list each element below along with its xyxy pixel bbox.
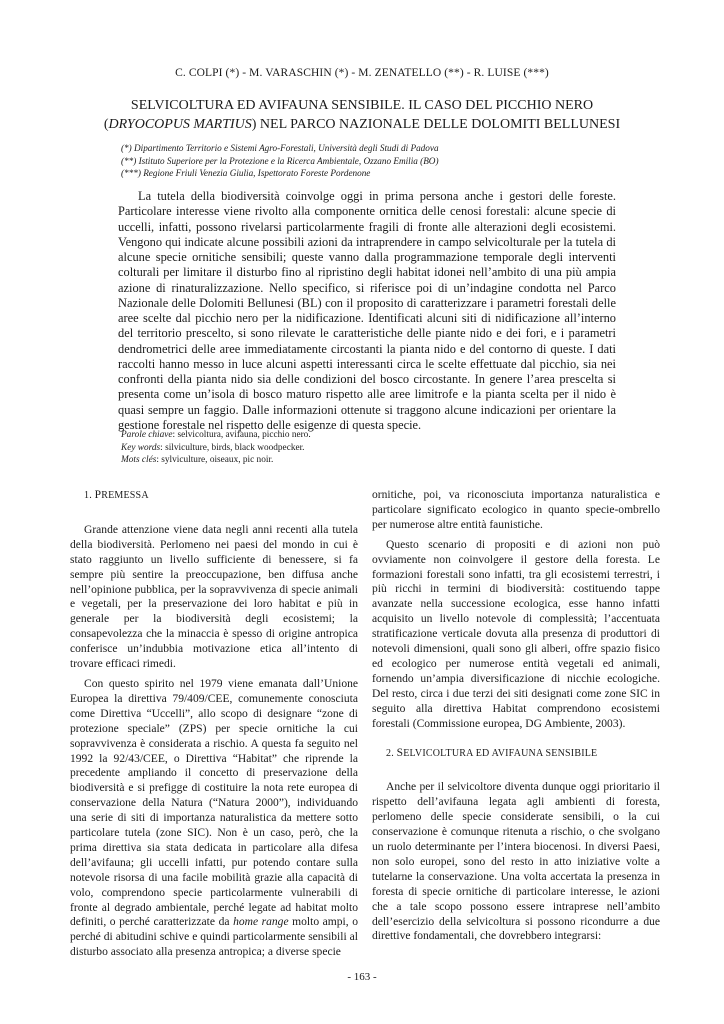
- keywords-en: [121, 442, 601, 455]
- section-2-initial: S: [396, 746, 404, 759]
- keywords-en-label: Key words: [121, 442, 161, 453]
- keywords-it-text: : selvicoltura, avifauna, picchio nero.: [172, 430, 311, 440]
- section-1-initial: P: [94, 489, 102, 501]
- title-line-2: [60, 115, 664, 134]
- left-column: [70, 488, 358, 960]
- section-2-rest: ELVICOLTURA ED AVIFAUNA SENSIBILE: [403, 747, 598, 759]
- paragraph-forest-manager: Questo scenario di propositi e di azioni non può ovviamente non coinvolgere il gestore della foresta. Le formazioni forestali sono infatti, tra gli ecosistemi terrestri, i più ricchi in termini di biodiversità: costituendo tappe avanzate nella successione ecologica, esse hanno infatti acquisito un livello notevole di complessità; l’accentuata stratificazione verticale dovuta alla presenza di produttori di notevoli dimensioni, quali sono gli alberi, offre spazio fisico ed ecologico per numerose entità vegetali ed animali, fornendo un’ampia diversificazione di nicchie ecologiche. Del resto, circa i due terzi dei siti designati come zone SIC in seguito alla direttiva Habitat comprendono ecosistemi forestali (Commissione europea, DG Ambiente, 2003).: [372, 538, 660, 730]
- keywords-it: [121, 429, 601, 442]
- affiliation-1: (*) Dipartimento Territorio e Sistemi Agro-Forestali, Università degli Studi di Padova: [121, 143, 439, 153]
- section-1-heading: [70, 488, 358, 504]
- keywords-fr-label: Mots clés: [121, 455, 157, 465]
- species-name: DRYOCOPUS MARTIUS: [108, 117, 252, 132]
- keywords-block: [121, 429, 601, 467]
- affiliation-3: (***) Regione Friuli Venezia Giulia, Ispettorato Foreste Pordenone: [121, 168, 371, 179]
- paragraph-directives-a: Con questo spirito nel 1979 viene emanata dall’Unione Europea la direttiva 79/409/CEE, comunemente conosciuta come Direttiva “Uccelli”, allo scopo di designare “zone di protezione speciale” (ZPS) per specie ornitiche la cui sopravvivenza è considerata a rischio. A questa fa seguito nel 1992 la 92/43/CEE, o Direttiva “Habitat” che riprende la precedente ampliando il concetto di preservazione della biodiversità e si prefigge di costituire la nota rete europea di conservazione della Natura (“Natura 2000”), individuando una serie di siti di importanza naturalistica da mettere sotto particolare tutela (zone SIC). Non è un caso, però, che la prima direttiva sia stata dedicata in particolare alla difesa dell’avifauna; gli uccelli infatti, pur potendo contare sulla notevole risorsa di una facile mobilità grazie alla capacità di volo, comprendono specie particolarmente vulnerabili di fronte al degrado ambientale, perché legate ad habitat molto definiti, o perché caratterizzate da: [70, 677, 358, 929]
- paragraph-continued: ornitiche, poi, va riconosciuta importanza naturalistica e particolare significato ecologico in quanto specie-ombrello per numerose altre entità faunistiche.: [372, 489, 660, 531]
- author-list: C. COLPI (*) - M. VARASCHIN (*) - M. ZENATELLO (**) - R. LUISE (***): [175, 67, 549, 79]
- affiliation-2: (**) Istituto Superiore per la Protezione e la Ricerca Ambientale, Ozzano Emilia (BO): [121, 155, 439, 166]
- abstract: La tutela della biodiversità coinvolge oggi in prima persona anche i gestori delle foreste. Particolare interesse viene rivolto alla componente ornitica delle cenosi forestali: alcune specie di uccelli, infatti, possono rivelarsi particolarmente fragili di fronte alle alterazioni degli ecosistemi. Vengono qui indicate alcune possibili azioni da intraprendere in campo selvicolturale per la tutela di alcune specie ornitiche sensibili; queste vanno dalla programmazione temporale degli interventi colturali per limitare il disturbo fino al ripristino degli habitat idonei nell’ambito di una più ampia azione di rinaturalizzazione. Nello specifico, si riferisce poi di un’indagine condotta nel Parco Nazionale delle Dolomiti Bellunesi (BL) con il proposito di caratterizzare i parametri forestali delle aree scelte dal picchio nero per la nidificazione. Identificati alcuni siti di nidificazione all’interno del territorio prescelto, si sono rilevate le caratteristiche delle piante nido e dei fori, e i parametri dendrometrici delle aree immediatamente circostanti la pianta nido e del contorno di queste. I dati raccolti hanno messo in luce alcuni aspetti interessanti circa le scelte effettuate dal picchio, sia nei confronti della pianta nido sia delle condizioni del bosco circostante. In genere l’area prescelta si presenta come un’isola di bosco maturo rispetto alle aree limitrofe e la pianta scelta per il nido è quasi sempre un faggio. Dalle informazioni ottenute si traggono alcune indicazioni per orientare la gestione forestale nel rispetto delle esigenze di questa specie.: [118, 189, 616, 432]
- page-number: - 163 -: [347, 971, 377, 983]
- paper-title: [60, 96, 664, 134]
- paragraph-directives-b: molto ampi, o perché di abitudini schive e quindi particolarmente sensibili al disturbo associato alla presenza antropica; a diverse specie: [70, 916, 358, 959]
- home-range-term: home range: [233, 916, 289, 929]
- paragraph-intro: Grande attenzione viene data negli anni recenti alla tutela della biodiversità. Perlomeno nei paesi del mondo in cui è stato raggiunto un livello sufficiente di benessere, si fa sempre più sentire la preoccupazione, ben diffusa anche nell’opinione pubblica, per la sopravvivenza di specie animali e vegetali, per la preservazione dei loro habitat e più in generale per la biodiversità degli ecosistemi; la consapevolezza che la minaccia è spesso di origine antropica conferisce un’indubbia motivazione etica all’intento di trovare efficaci rimedi.: [70, 523, 358, 671]
- keywords-en-text: : silviculture, birds, black woodpecker.: [160, 442, 305, 453]
- section-2-number: 2.: [386, 747, 397, 759]
- paragraph-silviculturist: Anche per il selvicoltore diventa dunque oggi prioritario il rispetto dell’avifauna legata agli ambienti di foresta, perlomeno delle specie considerate sensibili, o la cui conservazione è comunque ritenuta a rischio, o che svolgano un ruolo determinante per l’intera biocenosi. In diversi Paesi, non solo europei, sono del resto in atto iniziative volte a tutelarne la conservazione. Una volta accertata la presenza in foresta di specie ornitiche di particolare interesse, le azioni che a tale scopo possono essere intraprese nell’ambito dell’esercizio della selvicoltura si possono ricondurre a due direttive fondamentali, che dovrebbero integrarsi:: [372, 781, 660, 943]
- title-line-2-rest: ) NEL PARCO NAZIONALE DELLE DOLOMITI BELLUNESI: [251, 117, 621, 132]
- keywords-fr-text: : sylviculture, oiseaux, pic noir.: [156, 455, 274, 465]
- keywords-it-label: Parole chiave: [121, 430, 173, 440]
- title-line-1: SELVICOLTURA ED AVIFAUNA SENSIBILE. IL CASO DEL PICCHIO NERO: [130, 98, 594, 113]
- title-paren-open: (: [103, 117, 109, 132]
- section-1-number: 1.: [84, 490, 95, 501]
- paragraph-directives: [70, 677, 358, 960]
- right-column: [372, 488, 660, 944]
- section-1-rest: REMESSA: [101, 490, 149, 501]
- keywords-fr: [121, 454, 601, 467]
- section-2-heading: [372, 746, 660, 762]
- affiliations: [121, 142, 641, 180]
